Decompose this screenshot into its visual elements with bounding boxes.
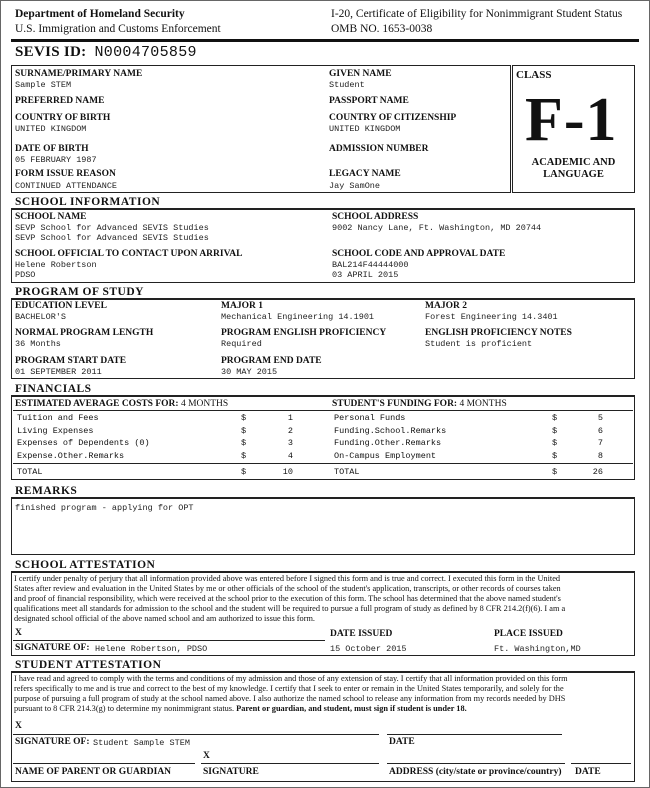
surname-label: SURNAME/PRIMARY NAME: [15, 69, 143, 79]
class-desc-line2: LANGUAGE: [543, 169, 604, 180]
school-name-label: SCHOOL NAME: [15, 212, 87, 222]
school-approval-date: 03 APRIL 2015: [332, 270, 399, 280]
costs-item-currency: $: [241, 425, 247, 436]
education-level-value: BACHELOR'S: [15, 312, 67, 322]
given-name-value: Student: [329, 80, 365, 90]
citizenship-label: COUNTRY OF CITIZENSHIP: [329, 113, 457, 123]
financials-title: FINANCIALS: [15, 383, 92, 395]
issue-reason-value: CONTINUED ATTENDANCE: [15, 181, 118, 191]
guardian-address-label: ADDRESS (city/state or province/country): [389, 767, 562, 777]
funding-total-value: 26: [592, 467, 603, 477]
funding-item-name: Funding.Other.Remarks: [334, 438, 442, 448]
funding-item-currency: $: [552, 425, 558, 436]
guardian-signature-x: X: [203, 751, 210, 761]
costs-item-currency: $: [241, 413, 247, 423]
guardian-date-line[interactable]: [571, 763, 631, 764]
program-end-value: 30 MAY 2015: [221, 367, 278, 377]
program-end-label: PROGRAM END DATE: [221, 356, 322, 366]
place-issued-label: PLACE ISSUED: [494, 629, 563, 639]
passport-name-label: PASSPORT NAME: [329, 96, 409, 106]
preferred-name-label: PREFERRED NAME: [15, 96, 105, 106]
student-attestation-line-3: purpose of pursuing a full program of study at the school named above. I also authorize the named school to release any information from my records needed by DHS: [14, 694, 566, 703]
class-value: F-1: [525, 86, 618, 154]
agency-subname: U.S. Immigration and Customs Enforcement: [15, 23, 221, 35]
school-name-value-2: SEVP School for Advanced SEVIS Studies: [15, 233, 209, 243]
costs-item-name: Expenses of Dependents (0): [17, 438, 150, 448]
costs-period: 4 MONTHS: [180, 399, 229, 409]
student-attestation-minor-note: Parent or guardian, and student, must sign if student is under 18.: [236, 704, 467, 713]
class-label: CLASS: [516, 69, 552, 81]
funding-header-label: STUDENT'S FUNDING FOR:: [332, 399, 458, 409]
student-date-label: DATE: [389, 737, 415, 747]
funding-period: 4 MONTHS: [459, 399, 507, 409]
funding-item-name: Personal Funds: [334, 413, 406, 423]
costs-item-amount: 1: [287, 413, 293, 423]
school-code-label: SCHOOL CODE AND APPROVAL DATE: [332, 249, 506, 259]
school-signature-label: SIGNATURE OF:: [15, 643, 90, 653]
school-official-label: SCHOOL OFFICIAL TO CONTACT UPON ARRIVAL: [15, 249, 243, 259]
school-info-title: SCHOOL INFORMATION: [15, 196, 161, 208]
education-level-label: EDUCATION LEVEL: [15, 301, 107, 311]
school-attestation-title: SCHOOL ATTESTATION: [15, 559, 156, 571]
student-signature-label: SIGNATURE OF:: [15, 737, 90, 747]
costs-total-currency: $: [241, 467, 247, 477]
remarks-text: finished program - applying for OPT: [15, 503, 194, 513]
costs-item-currency: $: [241, 450, 247, 461]
costs-item-amount: 4: [287, 450, 293, 461]
costs-header: [15, 399, 228, 410]
major2-label: MAJOR 2: [425, 301, 467, 311]
funding-item-currency: $: [552, 450, 558, 461]
funding-item-amount: 8: [597, 450, 603, 461]
student-attestation-line-4: [14, 704, 632, 714]
school-signature-line[interactable]: [13, 640, 325, 641]
admission-number-label: ADMISSION NUMBER: [329, 144, 429, 154]
legacy-name-label: LEGACY NAME: [329, 169, 401, 179]
guardian-signature-label: SIGNATURE: [203, 767, 259, 777]
country-of-birth-label: COUNTRY OF BIRTH: [15, 113, 111, 123]
funding-item-currency: $: [552, 413, 558, 423]
school-attestation-line-2: States after review and evaluation in the United States by me or other officials of the school of the student's application, transcripts, or other records of courses taken: [14, 584, 561, 593]
date-of-birth-label: DATE OF BIRTH: [15, 144, 89, 154]
funding-item-currency: $: [552, 438, 558, 448]
costs-header-label: ESTIMATED AVERAGE COSTS FOR:: [15, 399, 179, 409]
school-attestation-text: [14, 574, 632, 624]
class-desc-line1: ACADEMIC AND: [531, 157, 616, 168]
school-official-title: PDSO: [15, 270, 36, 280]
school-attestation-line-1: I certify under penalty of perjury that all information provided above was entered before I signed this form and is true and correct. I executed this form in the United: [14, 574, 561, 583]
financials-header-rule: [13, 410, 633, 411]
school-attestation-line-3: and proof of financial responsibility, which were received at the school prior to the execution of this form. The school has determined that the above named student's: [14, 594, 561, 603]
costs-total-value: 10: [282, 467, 293, 477]
date-of-birth-value: 05 FEBRUARY 1987: [15, 155, 97, 165]
program-title: PROGRAM OF STUDY: [15, 286, 144, 298]
funding-item-name: On-Campus Employment: [334, 450, 437, 461]
student-attestation-text: [14, 674, 632, 714]
sevis-id: [15, 44, 197, 61]
legacy-name-value: Jay SamOne: [329, 181, 381, 191]
costs-item-currency: $: [241, 438, 247, 448]
student-signature-x: X: [15, 721, 22, 731]
program-start-label: PROGRAM START DATE: [15, 356, 127, 366]
guardian-signature-line[interactable]: [201, 763, 379, 764]
major1-value: Mechanical Engineering 14.1901: [221, 312, 375, 322]
financials-total-rule: [13, 463, 633, 464]
header-rule: [11, 39, 639, 42]
costs-item-name: Expense.Other.Remarks: [17, 450, 125, 461]
place-issued-value: Ft. Washington,MD: [494, 644, 581, 654]
program-length-value: 36 Months: [15, 339, 61, 349]
english-proficiency-value: Required: [221, 339, 262, 349]
guardian-address-line[interactable]: [387, 763, 565, 764]
school-address-value: 9002 Nancy Lane, Ft. Washington, MD 20744: [332, 223, 542, 233]
date-issued-label: DATE ISSUED: [330, 629, 393, 639]
student-attestation-title: STUDENT ATTESTATION: [15, 659, 162, 671]
student-attestation-line-2: refers specifically to me and is true and correct to the best of my knowledge. I certify that I seek to enter or remain in the United States temporarily, and solely for the: [14, 684, 564, 693]
student-signature-value: Student Sample STEM: [93, 738, 190, 748]
omb-number: OMB NO. 1653-0038: [331, 23, 433, 35]
major2-value: Forest Engineering 14.3401: [425, 312, 558, 322]
school-signature-x: X: [15, 628, 22, 638]
sevis-id-value: N0004705859: [94, 44, 197, 61]
english-proficiency-label: PROGRAM ENGLISH PROFICIENCY: [221, 328, 387, 338]
citizenship-value: UNITED KINGDOM: [329, 124, 401, 134]
school-signature-value: Helene Robertson, PDSO: [95, 644, 208, 654]
funding-item-amount: 5: [597, 413, 603, 423]
surname-value: Sample STEM: [15, 80, 72, 90]
costs-item-name: Living Expenses: [17, 425, 94, 436]
form-header-agency: [15, 7, 221, 37]
english-notes-value: Student is proficient: [425, 339, 533, 349]
agency-name: Department of Homeland Security: [15, 8, 185, 20]
program-start-value: 01 SEPTEMBER 2011: [15, 367, 102, 377]
funding-item-amount: 6: [597, 425, 603, 436]
class-description: [512, 157, 635, 181]
sevis-id-label: SEVIS ID:: [15, 44, 87, 60]
school-attestation-line-5: designated school official of the above named school and am authorized to issue this form.: [14, 614, 315, 623]
funding-total-label: TOTAL: [334, 467, 360, 477]
english-notes-label: ENGLISH PROFICIENCY NOTES: [425, 328, 572, 338]
costs-item-amount: 2: [287, 425, 293, 436]
issue-reason-label: FORM ISSUE REASON: [15, 169, 116, 179]
form-title: I-20, Certificate of Eligibility for Nonimmigrant Student Status: [331, 8, 623, 20]
program-length-label: NORMAL PROGRAM LENGTH: [15, 328, 154, 338]
school-official-name: Helene Robertson: [15, 260, 97, 270]
form-header-title: [331, 7, 622, 37]
costs-total-label: TOTAL: [17, 467, 43, 477]
funding-header: [332, 399, 507, 410]
guardian-date-label: DATE: [575, 767, 601, 777]
funding-item-name: Funding.School.Remarks: [334, 425, 447, 436]
major1-label: MAJOR 1: [221, 301, 263, 311]
school-code-value: BAL214F44444000: [332, 260, 409, 270]
school-info-box: [11, 209, 635, 283]
school-name-value-1: SEVP School for Advanced SEVIS Studies: [15, 223, 209, 233]
student-attestation-line-1: I have read and agreed to comply with the terms and conditions of my admission and those of any extension of stay. I certify that all information provided on this form: [14, 674, 568, 683]
school-address-label: SCHOOL ADDRESS: [332, 212, 419, 222]
student-signature-line[interactable]: [13, 734, 379, 735]
student-attestation-line-4a: pursuant to 8 CFR 214.3(g) to determine my nonimmigrant status.: [14, 704, 235, 713]
school-attestation-line-4: qualifications meet all standards for admission to the school and the student will be required to pursue a full program of study as defined by 8 CFR 214.2(f)(6). I am a: [14, 604, 566, 613]
remarks-title: REMARKS: [15, 485, 78, 497]
costs-item-amount: 3: [287, 438, 293, 448]
parent-name-label: NAME OF PARENT OR GUARDIAN: [15, 767, 172, 777]
student-date-line[interactable]: [387, 734, 562, 735]
country-of-birth-value: UNITED KINGDOM: [15, 124, 87, 134]
given-name-label: GIVEN NAME: [329, 69, 392, 79]
date-issued-value: 15 October 2015: [330, 644, 407, 654]
parent-name-line[interactable]: [13, 763, 195, 764]
funding-item-amount: 7: [597, 438, 603, 448]
funding-total-currency: $: [552, 467, 558, 477]
costs-item-name: Tuition and Fees: [17, 413, 99, 423]
